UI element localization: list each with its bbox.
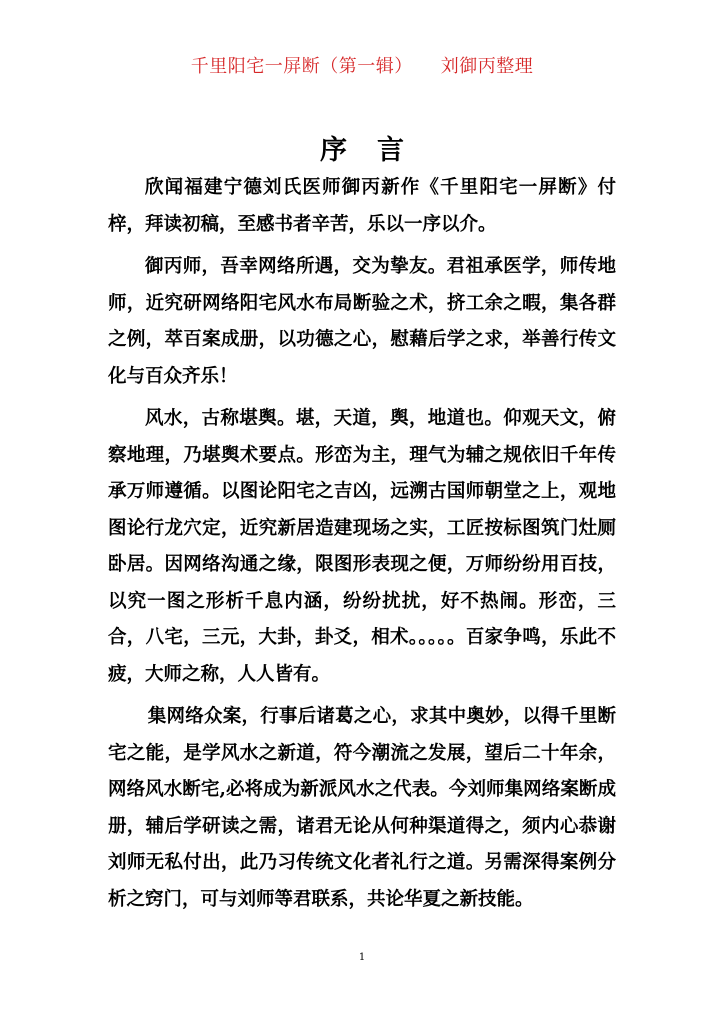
- running-header: [0, 52, 724, 78]
- header-book-title: 千里阳宅一屏断（第一辑）: [190, 56, 413, 77]
- paragraph-3: 风水，古称堪舆。堪，天道，舆，地道也。仰观天文，俯察地理，乃堪舆术要点。形峦为主，理气为辅之规依旧千年传承万师遵循。以图论阳宅之吉凶，远溯古国师朝堂之上，观地图论行龙穴定，近究新居造建现场之实，工匠按标图筑门灶厕卧居。因网络沟通之缘，限图形表现之便，万师纷纷用百技，以究一图之形析千息内涵，纷纷扰扰，好不热闹。形峦，三合，八宅，三元，大卦，卦爻，相术。。。。。百家争鸣，乐此不疲，大师之称，人人皆有。: [108, 408, 616, 685]
- paragraph-1: 欣闻福建宁德刘氏医师御丙新作《千里阳宅一屏断》付梓，拜读初稿，至感书者辛苦，乐以一序以介。: [108, 177, 616, 235]
- page-number: 1: [358, 952, 366, 963]
- paragraph-2: 御丙师，吾幸网络所遇，交为挚友。君祖承医学，师传地师，近究研网络阳宅风水布局断验之术，挤工余之暇，集各群之例，萃百案成册，以功德之心，慰藉后学之求，举善行传文化与百众齐乐！: [108, 256, 616, 387]
- preface-body: [108, 170, 616, 924]
- header-editor: 刘御丙整理: [440, 56, 534, 77]
- paragraph-4: 集网络众案，行事后诸葛之心，求其中奥妙，以得千里断宅之能，是学风水之新道，符今潮流之发展，望后二十年余，网络风水断宅,必将成为新派风水之代表。今刘师集网络案断成册，辅后学研读之需，诸君无论从何种渠道得之，须内心恭谢刘师无私付出，此乃习传统文化者礼行之道。另需深得案例分析之窍门，可与刘师等君联系，共论华夏之新技能。: [108, 706, 616, 910]
- page-title: 序言: [320, 135, 434, 166]
